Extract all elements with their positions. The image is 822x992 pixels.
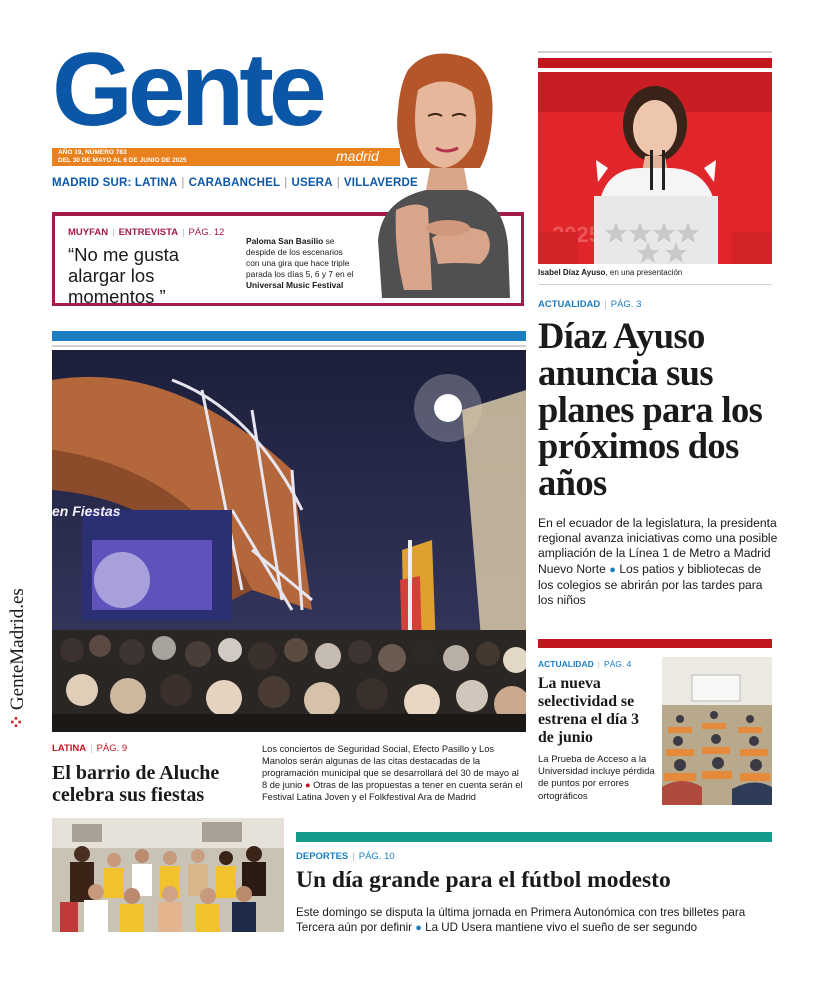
aluche-lead-1: Los conciertos de Seguridad Social, Efecto Pasillo y Los Manolos serán algunas de las citas destacadas de la programación municipal que se desarrollará del 30 de mayo al 8 de junio [262,744,519,790]
muyfan-description [246,236,358,291]
bullet-icon: ● [415,922,422,934]
teal-band [296,832,772,842]
deportes-kicker: DEPORTES | PÁG. 10 [296,851,395,862]
red-band-top [538,58,772,68]
divider [538,284,772,285]
classroom-photo [662,657,772,805]
zone-carabanchel: CARABANCHEL [188,177,281,189]
concert-photo [52,350,526,732]
selectividad-headline[interactable]: La nueva selectividad se estrena el día 3 de junio [538,675,640,746]
site-url-vertical [6,588,29,730]
issue-number: AÑO 19, NÚMERO 783 [58,149,127,156]
ayuso-lead-2: Los patios y bibliotecas de los colegios se abrirán por las tardes para los niños [538,561,763,608]
muyfan-desc-name: Paloma San Basilio [246,236,324,246]
red-band-selectividad [538,639,772,648]
top-divider [538,51,772,53]
futbol-lead-2: La UD Usera mantiene vivo el sueño de ser segundo [425,921,698,934]
muyfan-page: PÁG. 12 [188,227,225,238]
selectividad-section: ACTUALIDAD [538,659,594,669]
muyfan-kicker: MUYFAN | ENTREVISTA | PÁG. 12 [68,227,225,238]
futbol-lead [296,905,772,936]
muyfan-desc-event: Universal Music Festival [246,280,344,290]
zone-villaverde: VILLAVERDE [343,177,418,189]
ayuso-lead [538,516,778,608]
edition-city: madrid [336,148,379,164]
aluche-lead-2: Otras de las propuestas a tener en cuenta serán el Festival Latina Joven y el Folkfestival Ara de Madrid [262,780,523,802]
muyfan-quote[interactable]: “No me gusta alargar los momentos ” [68,244,180,307]
selectividad-page: PÁG. 4 [603,659,632,669]
caption-name: Isabel Díaz Ayuso [538,268,606,277]
divider [52,345,526,347]
deportes-section: DEPORTES [296,851,349,862]
blue-band [52,331,526,341]
newspaper-logo: Gente [52,32,322,148]
caption-text: , en una presentación [605,268,683,277]
ayuso-lead-1: En el ecuador de la legislatura, la presidenta regional avanza iniciativas como una posible ampliación de la Línea 1 de Metro a Madrid Nuevo Norte [538,516,778,576]
issue-dates: DEL 30 DE MAYO AL 6 DE JUNIO DE 2025 [58,157,187,164]
ayuso-photo [538,72,772,264]
deportes-page: PÁG. 10 [358,851,395,862]
aluche-kicker: LATINA | PÁG. 9 [52,743,128,754]
ayuso-headline[interactable]: Díaz Ayuso anuncia sus planes para los próximos dos años [538,315,763,504]
team-photo [52,818,284,932]
ayuso-caption [538,268,682,277]
bullet-icon: ● [609,563,616,576]
selectividad-kicker: ACTUALIDAD | PÁG. 4 [538,659,632,669]
futbol-lead-1: Este domingo se disputa la última jornada en Primera Autonómica con tres billetes para Tercera aún por definir [296,906,746,934]
zone-latina: LATINA [134,177,178,189]
selectividad-lead: La Prueba de Acceso a la Universidad incluye pérdida de puntos por errores ortográficos [538,754,655,802]
muyfan-desc-text: se despide de los escenarios con una gira que hace triple parada los días 5, 6 y 7 en el [246,236,354,279]
photo-sign-text: en Fiestas [52,503,121,519]
zone-usera: USERA [291,177,333,189]
site-url-text: GenteMadrid.es [7,588,28,711]
muyfan-type: ENTREVISTA [118,227,179,238]
futbol-headline[interactable]: Un día grande para el fútbol modesto [296,867,671,893]
ayuso-section: ACTUALIDAD [538,299,601,310]
issue-info [58,149,187,165]
aluche-lead [262,743,526,803]
bullet-icon: ● [304,780,311,790]
aluche-page: PÁG. 9 [96,743,128,754]
ayuso-page: PÁG. 3 [610,299,642,310]
brand-dots-icon: ⁘ [7,714,28,730]
aluche-section: LATINA [52,743,87,754]
singer-portrait [368,50,516,298]
ayuso-kicker: ACTUALIDAD | PÁG. 3 [538,299,642,310]
zones-line: MADRID SUR: LATINA | CARABANCHEL | USERA | VILLAVERDE [52,177,418,189]
muyfan-section: MUYFAN [68,227,109,238]
aluche-headline[interactable]: El barrio de Aluche celebra sus fiestas [52,762,220,806]
zones-label: MADRID SUR: [52,177,132,189]
